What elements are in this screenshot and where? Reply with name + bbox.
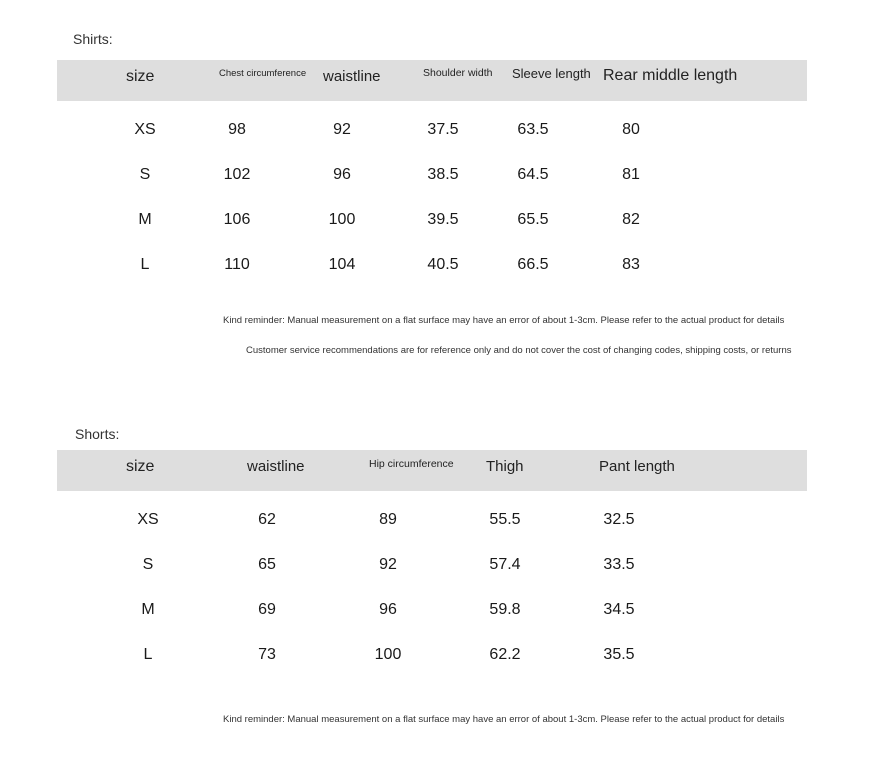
- shirts-header-rear-middle: Rear middle length: [603, 67, 738, 84]
- shirts-row-l-chest: 110: [224, 256, 250, 273]
- shirts-row-s-shoulder: 38.5: [427, 166, 459, 183]
- shirts-row-s-size: S: [139, 166, 151, 183]
- shirts-header-row: [57, 60, 807, 101]
- shirts-row-l-shoulder: 40.5: [427, 256, 459, 273]
- shirts-row-m-chest: 106: [223, 211, 251, 228]
- shorts-row-s-waist: 65: [258, 556, 276, 573]
- shorts-header-pant-length: Pant length: [599, 458, 675, 475]
- shirts-header-chest: Chest circumference: [219, 68, 307, 79]
- shirts-row-xs-rear: 80: [622, 121, 640, 138]
- shorts-header-thigh: Thigh: [486, 458, 524, 475]
- shorts-row-l-thigh: 62.2: [489, 646, 521, 663]
- shirts-row-l-size: L: [140, 256, 150, 273]
- shorts-kind-reminder: Kind reminder: Manual measurement on a flat surface may have an error of about 1-3cm. Please refer to the actual product for details: [223, 714, 785, 725]
- shorts-row-xs-thigh: 55.5: [489, 511, 521, 528]
- shirts-row-xs-shoulder: 37.5: [427, 121, 459, 138]
- shorts-row-l-waist: 73: [258, 646, 276, 663]
- shorts-row-l-hip: 100: [374, 646, 402, 663]
- shorts-header-waistline: waistline: [247, 458, 305, 475]
- shorts-row-m-waist: 69: [258, 601, 276, 618]
- shorts-row-m-size: M: [141, 601, 155, 618]
- shirts-row-s-chest: 102: [223, 166, 251, 183]
- shirts-row-m-waist: 100: [328, 211, 356, 228]
- shirts-row-xs-chest: 98: [228, 121, 246, 138]
- shirts-section-label: Shirts:: [73, 31, 113, 47]
- shirts-kind-reminder: Kind reminder: Manual measurement on a flat surface may have an error of about 1-3cm. Please refer to the actual product for details: [223, 315, 785, 326]
- shirts-row-l-sleeve: 66.5: [517, 256, 549, 273]
- shirts-row-s-waist: 96: [333, 166, 351, 183]
- shorts-row-m-hip: 96: [379, 601, 397, 618]
- shorts-section-label: Shorts:: [75, 426, 120, 442]
- shorts-row-s-size: S: [142, 556, 154, 573]
- shorts-row-xs-size: XS: [137, 511, 159, 528]
- shorts-row-s-pant: 33.5: [603, 556, 635, 573]
- shirts-service-note: Customer service recommendations are for reference only and do not cover the cost of changing codes, shipping costs, or returns: [246, 345, 792, 356]
- shorts-row-xs-waist: 62: [258, 511, 276, 528]
- shirts-row-m-shoulder: 39.5: [427, 211, 459, 228]
- shorts-row-l-size: L: [143, 646, 153, 663]
- shirts-row-s-rear: 81: [622, 166, 640, 183]
- shorts-row-xs-pant: 32.5: [603, 511, 635, 528]
- shirts-header-size: size: [126, 68, 155, 85]
- shirts-row-l-waist: 104: [328, 256, 356, 273]
- shirts-row-xs-waist: 92: [333, 121, 351, 138]
- shorts-row-m-thigh: 59.8: [489, 601, 521, 618]
- shorts-row-xs-hip: 89: [379, 511, 397, 528]
- shirts-header-waistline: waistline: [323, 68, 381, 85]
- shirts-row-s-sleeve: 64.5: [517, 166, 549, 183]
- shirts-header-shoulder: Shoulder width: [423, 67, 493, 79]
- shirts-row-xs-size: XS: [134, 121, 156, 138]
- shorts-header-row: [57, 450, 807, 491]
- shorts-row-m-pant: 34.5: [603, 601, 635, 618]
- shorts-row-s-thigh: 57.4: [489, 556, 521, 573]
- shirts-header-sleeve: Sleeve length: [512, 66, 591, 81]
- shorts-header-size: size: [126, 458, 155, 475]
- shirts-row-xs-sleeve: 63.5: [517, 121, 549, 138]
- shorts-header-hip: Hip circumference: [369, 458, 454, 470]
- shirts-row-m-rear: 82: [622, 211, 640, 228]
- shirts-row-l-rear: 83: [622, 256, 640, 273]
- shorts-row-s-hip: 92: [379, 556, 397, 573]
- shorts-row-l-pant: 35.5: [603, 646, 635, 663]
- shirts-row-m-sleeve: 65.5: [517, 211, 549, 228]
- shirts-row-m-size: M: [138, 211, 152, 228]
